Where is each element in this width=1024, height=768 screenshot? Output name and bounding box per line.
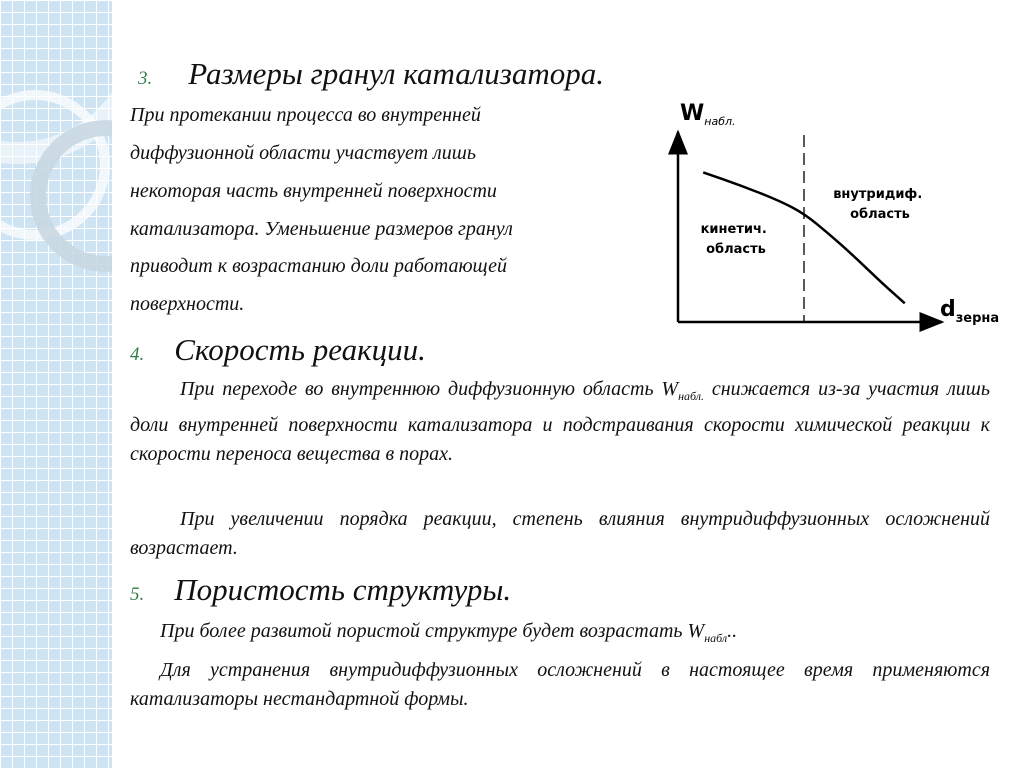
kinetic-region-label: кинетич. область	[700, 222, 767, 257]
section-4-heading	[130, 332, 426, 368]
rate-vs-grain-size-chart	[660, 90, 1012, 332]
section-4-title: Скорость реакции.	[174, 332, 426, 367]
section-5-title: Пористость структуры.	[174, 572, 512, 607]
x-axis-label-sub: зерна	[955, 311, 1000, 326]
section-5-paragraph-1: При более развитой пористой структуре будет возрастать $W_{набл}$..	[160, 620, 738, 645]
section-5-heading	[130, 572, 511, 608]
section-3-line: приводит к возрастанию доли работающей	[130, 255, 508, 277]
section-3-line: поверхности.	[130, 293, 245, 315]
section-3-title: Размеры гранул катализатора.	[188, 56, 605, 91]
x-axis-label: $d_{зерна}$	[940, 297, 1000, 326]
decorative-side-strip	[0, 0, 112, 768]
section-4-paragraph-1: При переходе во внутреннюю диффузионную область $W_{набл.}$ снижается из-за участия лишь доли внутренней поверхности катализатора и подстраивания скорости химической реакции к скорости переноса вещества в порах.	[130, 378, 990, 465]
section-3-number: 3.	[138, 68, 153, 89]
internal-diffusion-region-label: внутридиф. область	[833, 187, 923, 222]
section-5-paragraph-2: Для устранения внутридиффузионных осложнений в настоящее время применяются катализаторы нестандартной формы.	[130, 659, 990, 710]
section-3-line: катализатора. Уменьшение размеров гранул	[130, 218, 513, 240]
section-5-number: 5.	[130, 584, 145, 605]
y-axis-label: $W_{набл.}$	[680, 101, 736, 128]
section-3-line: диффузионной области участвует лишь	[130, 142, 476, 164]
section-4-paragraph-2: При увеличении порядка реакции, степень влияния внутридиффузионных осложнений возрастает.	[130, 508, 990, 559]
section-3-heading	[138, 56, 604, 92]
y-axis-label-sub: набл.	[704, 115, 736, 128]
section-3-line: При протекании процесса во внутренней	[130, 104, 481, 126]
section-4-number: 4.	[130, 344, 145, 365]
section-3-line: некоторая часть внутренней поверхности	[130, 180, 497, 202]
